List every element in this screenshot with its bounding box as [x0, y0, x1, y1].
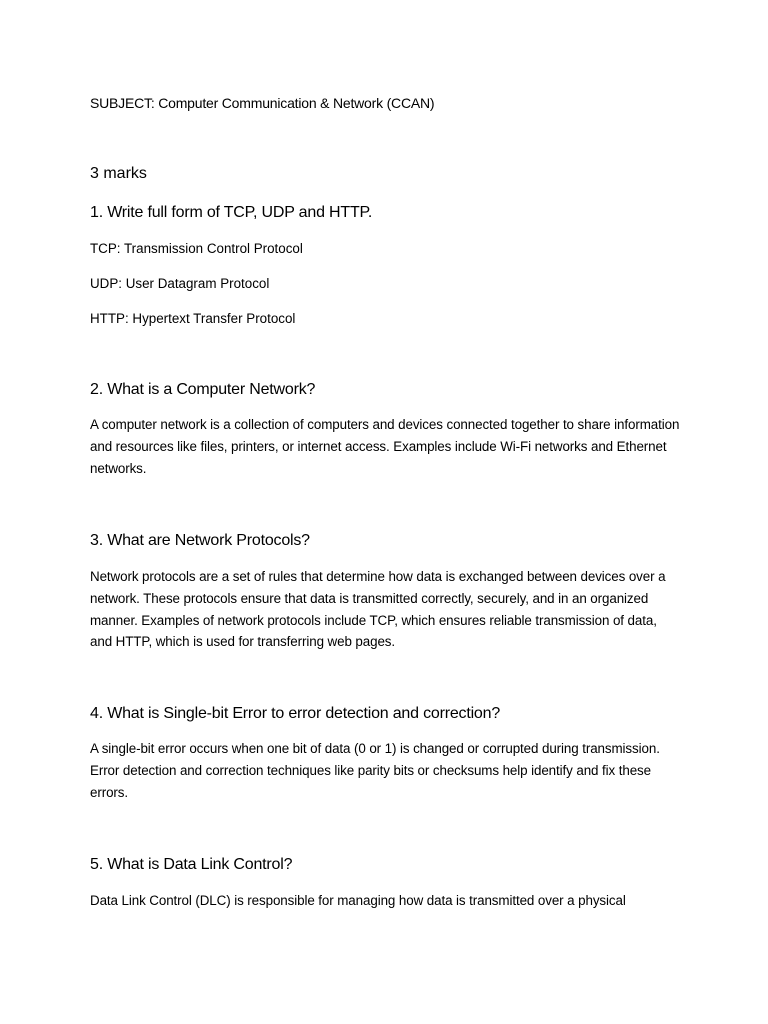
answer-2-paragraph: A computer network is a collection of computers and devices connected together to share information and resources like files, printers, or internet access. Examples include Wi-Fi networks and Ethernet networks.	[90, 417, 680, 476]
question-3-title: 3. What are Network Protocols?	[90, 532, 310, 549]
question-2-title: 2. What is a Computer Network?	[90, 381, 316, 398]
subject-line: SUBJECT: Computer Communication & Network (CCAN)	[90, 95, 435, 111]
answer-1-line-http: HTTP: Hypertext Transfer Protocol	[90, 311, 296, 326]
question-4-title: 4. What is Single-bit Error to error detection and correction?	[90, 705, 501, 722]
question-5-title: 5. What is Data Link Control?	[90, 856, 293, 873]
answer-1-line-tcp: TCP: Transmission Control Protocol	[90, 241, 303, 256]
answer-3-paragraph: Network protocols are a set of rules that determine how data is exchanged between devices over a network. These protocols ensure that data is transmitted correctly, securely, and in an organized manner. Examples of network protocols include TCP, which ensures reliable transmission of data, and HTTP, which is used for transferring web pages.	[90, 569, 666, 650]
answer-5-paragraph: Data Link Control (DLC) is responsible for managing how data is transmitted over a physical	[90, 893, 626, 908]
question-1-title: 1. Write full form of TCP, UDP and HTTP.	[90, 204, 373, 221]
answer-4-paragraph: A single-bit error occurs when one bit of data (0 or 1) is changed or corrupted during transmission. Error detection and correction techniques like parity bits or checksums help identify and fix these errors.	[90, 741, 660, 800]
section-heading: 3 marks	[90, 165, 147, 182]
answer-1-line-udp: UDP: User Datagram Protocol	[90, 276, 270, 291]
